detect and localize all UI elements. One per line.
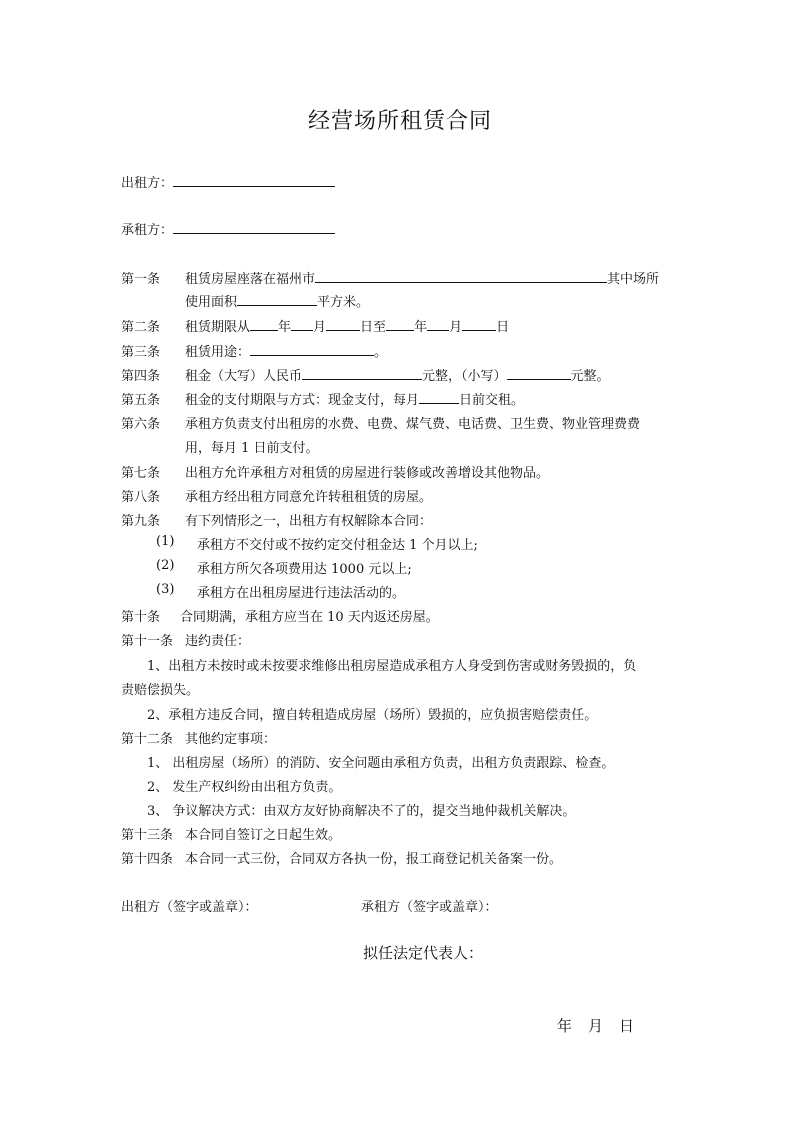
- article-13-number: 第十三条: [121, 828, 174, 843]
- article-11-text: 违约责任：: [185, 634, 251, 649]
- article-12-number: 第十二条: [121, 732, 174, 747]
- article-12-clause-1: 1、 出租房屋（场所）的消防、安全问题由承租方负责，出租方负责跟踪、检查。: [147, 756, 615, 771]
- article-12-clause-3: 3、 争议解决方式：由双方友好协商解决不了的，提交当地仲裁机关解决。: [147, 804, 576, 819]
- lessor-label: 出租方：: [121, 176, 174, 191]
- article-1-line-1: [185, 268, 659, 287]
- date-year-label: 年: [557, 1017, 573, 1035]
- term-label: 租赁期限从: [185, 320, 251, 335]
- article-1-text: 租赁房屋座落在福州市: [185, 272, 316, 287]
- article-11-clause-2: 2、承租方违反合同，擅自转租造成房屋（场所）毁损的，应负损害赔偿责任。: [147, 708, 598, 723]
- article-7-number: 第七条: [121, 466, 161, 481]
- area-label: 使用面积: [185, 295, 238, 310]
- lessee-blank: [173, 220, 335, 234]
- article-6-line-2: 用，每月 1 日前支付。: [185, 441, 319, 456]
- article-8-number: 第八条: [121, 490, 161, 505]
- end-year-label: 年: [414, 320, 428, 335]
- signing-date: [557, 1015, 634, 1036]
- article-9-item-1-number: (1): [156, 534, 175, 549]
- rent-upper-label: 租金（大写）人民币: [185, 369, 303, 384]
- article-8-text: 承租方经出租方同意允许转租租赁的房屋。: [185, 490, 433, 505]
- article-14-number: 第十四条: [121, 852, 174, 867]
- date-month-label: 月: [588, 1017, 604, 1035]
- lessor-field: [121, 172, 335, 191]
- article-6-line-1: 承租方负责支付出租房的水费、电费、煤气费、电话费、卫生费、物业管理费费: [185, 417, 641, 432]
- payment-label: 租金的支付期限与方式：现金支付，每月: [185, 393, 420, 408]
- article-2-line: [185, 316, 509, 335]
- rent-lower-label: 元整，（小写）: [422, 369, 507, 384]
- start-day-blank: [326, 317, 360, 331]
- article-9-item-3-text: 承租方在出租房屋进行违法活动的。: [197, 586, 406, 601]
- contract-title: 经营场所租赁合同: [307, 109, 492, 134]
- article-4-line: [185, 365, 610, 384]
- article-9-number: 第九条: [121, 514, 161, 529]
- article-9-item-2-text: 承租方所欠各项费用达 1000 元以上;: [197, 562, 412, 577]
- article-3-line: [185, 341, 387, 360]
- end-day-label: 日: [496, 320, 510, 335]
- end-month-blank: [427, 317, 449, 331]
- article-5-number: 第五条: [121, 393, 161, 408]
- article-14-text: 本合同一式三份，合同双方各执一份，报工商登记机关备案一份。: [185, 852, 563, 867]
- article-9-item-1-text: 承租方不交付或不按约定交付租金达 1 个月以上;: [197, 538, 478, 553]
- article-10-number: 第十条: [121, 610, 161, 625]
- lessor-signature-label: 出租方（签字或盖章）：: [121, 900, 258, 915]
- article-3-number: 第三条: [121, 345, 161, 360]
- article-12-text: 其他约定事项：: [185, 732, 277, 747]
- start-year-blank: [250, 317, 278, 331]
- start-month-label: 月: [313, 320, 327, 335]
- legal-representative-label: 拟任法定代表人：: [363, 944, 484, 962]
- date-day-label: 日: [619, 1017, 635, 1035]
- area-blank: [237, 292, 317, 306]
- payment-suffix: 日前交租。: [459, 393, 525, 408]
- end-year-blank: [386, 317, 414, 331]
- article-2-number: 第二条: [121, 320, 161, 335]
- article-1-number: 第一条: [121, 272, 161, 287]
- article-1-line-2: [185, 291, 369, 310]
- start-day-to-label: 日至: [360, 320, 387, 335]
- end-day-blank: [462, 317, 496, 331]
- article-1-text-2: 其中场所: [607, 272, 660, 287]
- start-month-blank: [291, 317, 313, 331]
- start-year-label: 年: [278, 320, 292, 335]
- lessee-signature-label: 承租方（签字或盖章）：: [361, 900, 498, 915]
- article-11-clause-1-line-2: 责赔偿损失。: [121, 683, 200, 698]
- end-month-label: 月: [449, 320, 463, 335]
- article-11-clause-1-line-1: 1、出租方未按时或未按要求维修出租房屋造成承租方人身受到伤害或财务毁损的，负: [147, 659, 637, 674]
- article-13-text: 本合同自签订之日起生效。: [185, 828, 342, 843]
- purpose-label: 租赁用途：: [185, 345, 251, 360]
- rent-lower-blank: [507, 366, 571, 380]
- article-9-text: 有下列情形之一，出租方有权解除本合同：: [185, 514, 433, 529]
- area-unit: 平方米。: [317, 295, 370, 310]
- lessee-label: 承租方：: [121, 223, 174, 238]
- article-9-item-2-number: (2): [156, 558, 175, 573]
- lessor-blank: [173, 173, 335, 187]
- address-blank: [315, 269, 607, 283]
- article-4-number: 第四条: [121, 369, 161, 384]
- payment-day-blank: [419, 390, 459, 404]
- lessee-field: [121, 219, 335, 238]
- purpose-period: 。: [374, 345, 388, 360]
- article-12-clause-2: 2、 发生产权纠纷由出租方负责。: [147, 780, 342, 795]
- article-6-number: 第六条: [121, 417, 161, 432]
- rent-upper-blank: [302, 366, 422, 380]
- article-5-line: [185, 389, 524, 408]
- article-9-item-3-number: (3): [156, 582, 175, 597]
- article-10-text: 合同期满，承租方应当在 10 天内返还房屋。: [180, 610, 439, 625]
- rent-lower-unit: 元整。: [570, 369, 610, 384]
- purpose-blank: [250, 342, 374, 356]
- article-11-number: 第十一条: [121, 634, 174, 649]
- article-7-text: 出租方允许承租方对租赁的房屋进行装修或改善增设其他物品。: [185, 466, 550, 481]
